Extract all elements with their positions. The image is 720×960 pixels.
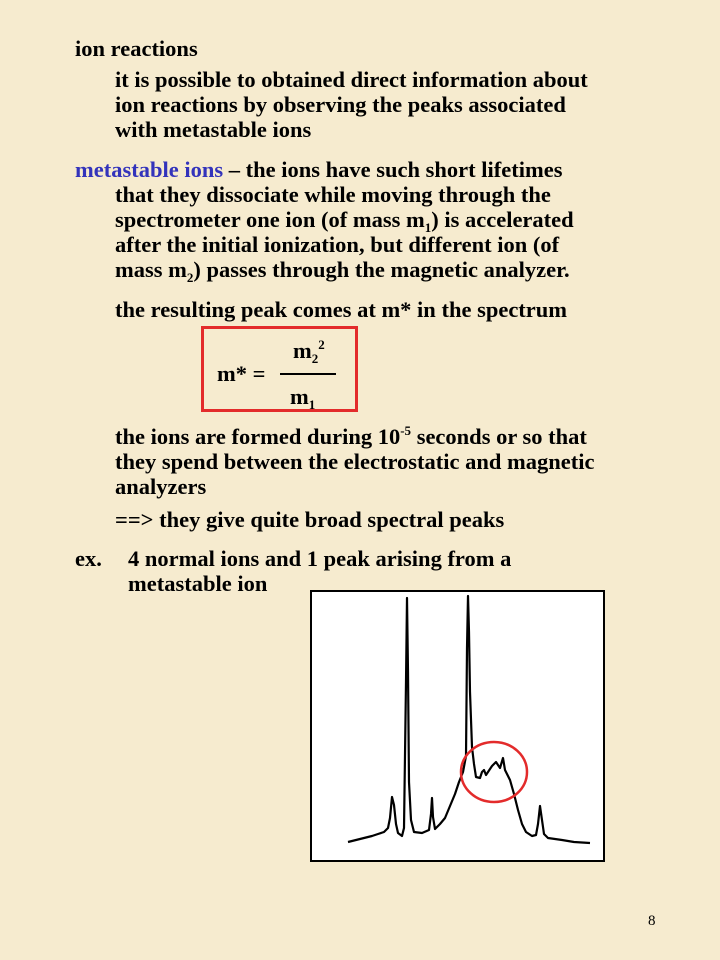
metastable-line-1-rest: – the ions have such short lifetimes (223, 157, 563, 182)
metastable-peak-highlight (461, 742, 527, 802)
formation-line-1 (115, 424, 587, 449)
heading: ion reactions (75, 36, 198, 61)
intro-line-1: it is possible to obtained direct information about (115, 67, 588, 92)
formula-numerator (293, 337, 325, 366)
numerator-m: m (293, 338, 312, 363)
metastable-line-3 (115, 207, 574, 235)
numerator-subscript: 2 (311, 351, 319, 366)
intro-line-2: ion reactions by observing the peaks associated (115, 92, 566, 117)
metastable-line-4: after the initial ionization, but different ion (of (115, 232, 560, 257)
exponent: -5 (400, 423, 412, 438)
metastable-line-3-text: spectrometer one ion (of mass m (115, 207, 425, 232)
metastable-term: metastable ions (75, 157, 224, 182)
example-line-2: metastable ion (128, 571, 268, 596)
spectrum-figure (310, 590, 605, 862)
formation-line-3: analyzers (115, 474, 207, 499)
metastable-line-3-end: ) is accelerated (431, 207, 574, 232)
metastable-line-5-end: ) passes through the magnetic analyzer. (193, 257, 570, 282)
fraction-bar (280, 373, 336, 375)
metastable-line-1 (75, 157, 563, 182)
formation-line-2: they spend between the electrostatic and magnetic (115, 449, 595, 474)
formation-line-1-text: the ions are formed during 10 (115, 424, 401, 449)
denominator-m: m (290, 384, 309, 409)
conclusion: ==> they give quite broad spectral peaks (115, 507, 505, 532)
denominator-subscript: 1 (308, 397, 316, 412)
formula-denominator (290, 384, 316, 412)
mass-2-subscript: 2 (186, 270, 194, 285)
example-label: ex. (75, 546, 102, 571)
metastable-line-2: that they dissociate while moving through the (115, 182, 551, 207)
metastable-line-5-text: mass m (115, 257, 187, 282)
spectrum-trace (348, 596, 590, 843)
formula-lhs: m* = (217, 361, 266, 386)
intro-line-3: with metastable ions (115, 117, 312, 142)
example-line-1: 4 normal ions and 1 peak arising from a (128, 546, 512, 571)
mass-1-subscript: 1 (424, 220, 432, 235)
metastable-line-5 (115, 257, 570, 285)
spectrum-svg (312, 592, 603, 860)
formation-line-1-end: seconds or so that (411, 424, 587, 449)
page-number: 8 (648, 913, 656, 929)
numerator-superscript: 2 (318, 337, 325, 352)
result-line: the resulting peak comes at m* in the spectrum (115, 297, 568, 322)
